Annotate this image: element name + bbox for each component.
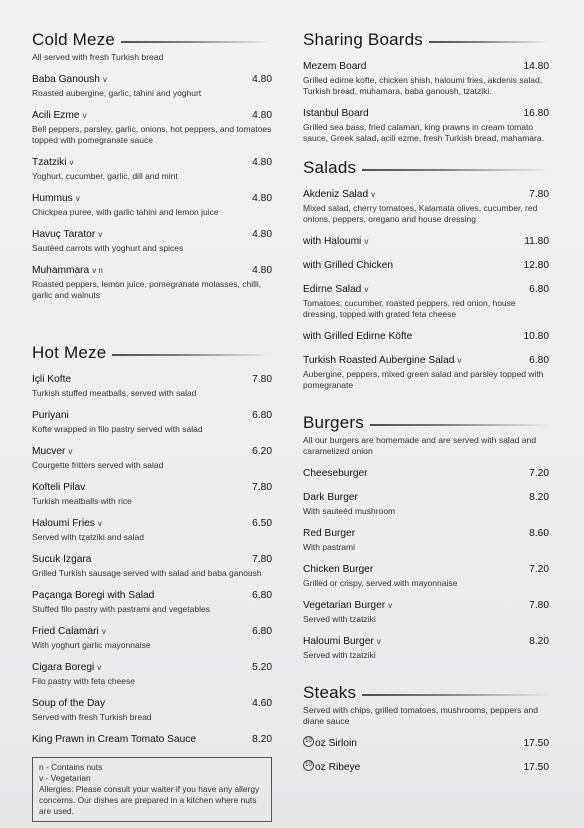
menu-item <box>303 56 549 97</box>
menu-item-row <box>303 595 549 613</box>
menu-item-row <box>303 103 549 121</box>
cold-meze-section <box>32 30 272 301</box>
menu-item-description: Roasted aubergine, garlic, tahini and yoghurt <box>32 88 202 98</box>
menu-item-description: Kofte wrapped in filo pastry served with salad <box>32 424 203 434</box>
menu-item-title <box>303 595 392 613</box>
menu-item-row <box>32 105 272 123</box>
menu-item-price: 10.80 <box>523 331 549 342</box>
menu-item-price: 5.20 <box>252 662 272 673</box>
menu-item-description: With yoghurt garlic mayonnaise <box>32 640 151 650</box>
menu-item-name: Tzatziki <box>32 157 67 168</box>
menu-item <box>32 621 272 651</box>
menu-item-description: Served with tzatziki and salad <box>32 532 144 542</box>
menu-item <box>32 513 272 543</box>
menu-item-name: King Prawn in Cream Tomato Sauce <box>32 734 197 745</box>
section-rule <box>112 354 272 356</box>
menu-item-description: With pastrami <box>303 542 355 552</box>
menu-item-price: 16.80 <box>523 108 549 119</box>
menu-item-row <box>32 188 272 206</box>
menu-item-title <box>32 549 91 567</box>
menu-item-description: Served with tzatziki <box>303 614 376 624</box>
section-rule <box>429 41 549 43</box>
menu-item-title <box>32 405 69 423</box>
menu-item-row <box>32 441 272 459</box>
steak-weight-icon: 10 <box>303 736 314 747</box>
menu-item-description: Chickpea puree, with garlic tahini and lemon juice <box>32 207 219 217</box>
menu-item-name: Sucuk Izgara <box>32 554 92 565</box>
burgers-section <box>303 413 549 661</box>
menu-item-price: 7.80 <box>529 189 549 200</box>
menu-item-name: Mucver <box>32 446 66 457</box>
menu-item-name: Cheeseburger <box>303 468 368 479</box>
menu-item <box>32 105 272 146</box>
menu-item-price: 7.20 <box>529 468 549 479</box>
menu-item-title <box>303 487 358 505</box>
menu-item-price: 7.20 <box>529 564 549 575</box>
menu-item-description: Bell peppers, parsley, garlic, onions, hot peppers, and tomatoes topped with pomegranate sauce <box>32 124 272 145</box>
menu-item-row <box>32 657 272 675</box>
menu-item <box>303 559 549 589</box>
menu-item-row <box>32 69 272 87</box>
menu-item-title <box>32 513 102 531</box>
salads-list <box>303 184 549 391</box>
menu-item-price: 8.20 <box>252 734 272 745</box>
section-header <box>32 343 272 363</box>
menu-item-price: 7.80 <box>252 482 272 493</box>
menu-item-name: with Haloumi <box>303 236 362 247</box>
menu-item-title <box>303 523 355 541</box>
menu-item <box>32 729 272 747</box>
menu-item-title <box>303 631 381 649</box>
menu-item-description: Sautéed carrots with yoghurt and spices <box>32 243 184 253</box>
hot-meze-list <box>32 369 272 747</box>
steaks-section <box>303 683 549 775</box>
menu-item-row <box>303 523 549 541</box>
menu-item-price: 14.80 <box>523 61 549 72</box>
menu-item-row <box>303 326 549 344</box>
menu-item-name: Baba Ganoush <box>32 74 100 85</box>
cold-meze-list <box>32 69 272 301</box>
menu-item-name: Istanbul Board <box>303 108 369 119</box>
menu-item-name: Red Burger <box>303 528 356 539</box>
menu-item-price: 4.80 <box>252 229 272 240</box>
menu-item-row <box>303 463 549 481</box>
menu-item-description: Filo pastry with feta cheese <box>32 676 135 686</box>
menu-item-price: 7.80 <box>529 600 549 611</box>
menu-item-row <box>303 279 549 297</box>
menu-item <box>303 733 549 751</box>
menu-item-row <box>32 621 272 639</box>
menu-item-name: Edirne Salad <box>303 284 362 295</box>
menu-item-row <box>32 729 272 747</box>
menu-item-price: 7.80 <box>252 554 272 565</box>
menu-item-title <box>303 326 412 344</box>
menu-item-title <box>32 621 106 639</box>
menu-item-description: Roasted peppers, lemon juice, pomegranate molasses, chilli, garlic and walnuts <box>32 279 262 300</box>
menu-item-title <box>303 559 373 577</box>
section-rule <box>370 424 549 426</box>
menu-item-title <box>32 477 85 495</box>
section-rule <box>121 41 272 43</box>
menu-item-title <box>32 152 74 170</box>
menu-item-title <box>32 657 101 675</box>
menu-item-title <box>32 105 87 123</box>
menu-item-price: 7.80 <box>252 374 272 385</box>
left-column <box>32 30 272 822</box>
menu-item-row <box>303 559 549 577</box>
menu-item-price: 8.20 <box>529 636 549 647</box>
menu-item-price: 8.20 <box>529 492 549 503</box>
dietary-flag: v <box>97 663 102 672</box>
menu-item <box>303 463 549 481</box>
menu-item-title <box>32 441 72 459</box>
menu-item-price: 4.80 <box>252 157 272 168</box>
menu-item-row <box>303 56 549 74</box>
menu-item-row <box>32 152 272 170</box>
menu-item-title <box>303 757 360 775</box>
menu-item <box>32 152 272 182</box>
menu-item-name: Haloumi Burger <box>303 636 374 647</box>
dietary-flag: v <box>101 627 106 636</box>
menu-item-title <box>32 260 103 278</box>
menu-item-price: 6.80 <box>252 626 272 637</box>
menu-item <box>303 350 549 391</box>
menu-item-row <box>32 369 272 387</box>
legend-box <box>32 757 272 822</box>
menu-item-description: Turkish stuffed meatballs, served with salad <box>32 388 197 398</box>
menu-item-row <box>303 255 549 273</box>
menu-item-price: 6.80 <box>252 410 272 421</box>
section-rule <box>362 694 549 696</box>
menu-item-title <box>32 69 107 87</box>
menu-item-row <box>32 513 272 531</box>
menu-item-description: Turkish meatballs with rice <box>32 496 132 506</box>
menu-item-price: 4.80 <box>252 110 272 121</box>
menu-item-name: Içli Kofte <box>32 374 72 385</box>
menu-item-price: 6.80 <box>529 355 549 366</box>
menu-item-row <box>32 693 272 711</box>
dietary-flag: v <box>82 111 87 120</box>
menu-item-row <box>32 224 272 242</box>
menu-item-name: Puriyani <box>32 410 69 421</box>
menu-item-description: Stuffed filo pastry with pastrami and vegetables <box>32 604 210 614</box>
dietary-flag: v <box>457 356 462 365</box>
menu-item-name: Kofteli Pilav <box>32 482 86 493</box>
menu-item-price: 17.50 <box>523 762 549 773</box>
menu-item-title <box>303 56 366 74</box>
section-note: All served with fresh Turkish bread <box>32 52 164 62</box>
menu-item-price: 6.80 <box>529 284 549 295</box>
menu-item <box>32 188 272 218</box>
legend-vegetarian: v - Vegetarian <box>39 773 91 783</box>
menu-item-name: Havuç Tarator <box>32 229 96 240</box>
menu-item-name: Vegetarian Burger <box>303 600 386 611</box>
menu-item-name: Chicken Burger <box>303 564 374 575</box>
section-rule <box>362 169 549 171</box>
menu-item-row <box>32 260 272 278</box>
section-title: Hot Meze <box>32 343 107 362</box>
menu-item-title <box>303 103 369 121</box>
dietary-flag: v <box>102 75 107 84</box>
menu-item-price: 11.80 <box>524 236 549 247</box>
dietary-flag: v n <box>92 266 103 275</box>
menu-item <box>32 260 272 301</box>
menu-item <box>303 184 549 225</box>
menu-item-description: Served with tzatziki <box>303 650 376 660</box>
menu-item-price: 4.60 <box>252 698 272 709</box>
section-title: Burgers <box>303 413 364 432</box>
menu-item-name: with Grilled Chicken <box>303 260 394 271</box>
menu-item-title <box>303 350 461 368</box>
dietary-flag: v <box>371 190 376 199</box>
menu-item-price: 4.80 <box>252 265 272 276</box>
menu-item-name: oz Sirloin <box>315 738 357 749</box>
menu-item-name: Dark Burger <box>303 492 358 503</box>
menu-item <box>303 231 549 249</box>
menu-item-name: Muhammara <box>32 265 90 276</box>
menu-item-description: Grilled edirne kofte, chicken shish, haloumi fries, akdenis salad, Turkish bread, muhamara, baba ganoush, tzatziki. <box>303 75 543 96</box>
sharing-boards-list <box>303 56 549 144</box>
menu-item-name: Turkish Roasted Aubergine Salad <box>303 355 455 366</box>
menu-item-description: Grilled sea bass, fried calamari, king prawns in cream tomato sauce, Greek salad, acili ezme, fresh Turkish bread, mahamara. <box>303 122 544 143</box>
menu-item <box>303 326 549 344</box>
menu-item-name: Soup of the Day <box>32 698 106 709</box>
hot-meze-section <box>32 343 272 747</box>
menu-item-name: Haloumi Fries <box>32 518 95 529</box>
menu-item-row <box>303 350 549 368</box>
menu-item-description: Grilled or crispy, served with mayonnaise <box>303 578 458 588</box>
menu-item-description: Mixed salad, cherry tomatoes, Kalamata olives, cucumber, red onions, peppers, oregano and house dressing <box>303 203 538 224</box>
menu-item-row <box>32 477 272 495</box>
dietary-flag: v <box>98 230 103 239</box>
menu-item-title <box>303 463 368 481</box>
menu-item-row <box>303 231 549 249</box>
dietary-flag: v <box>364 237 369 246</box>
menu-item-title <box>303 255 393 273</box>
section-header <box>303 413 549 433</box>
legend-nuts: n - Contains nuts <box>39 762 103 772</box>
menu-item-row <box>32 405 272 423</box>
menu-item-name: Mezem Board <box>303 61 367 72</box>
menu-item <box>32 477 272 507</box>
menu-item <box>32 369 272 399</box>
menu-item-price: 12.80 <box>523 260 549 271</box>
section-title: Steaks <box>303 683 357 702</box>
dietary-flag: v <box>364 285 369 294</box>
menu-item <box>32 657 272 687</box>
right-column <box>303 30 549 775</box>
menu-item <box>32 69 272 99</box>
menu-item-row <box>303 757 549 775</box>
menu-item <box>32 441 272 471</box>
menu-item <box>303 523 549 553</box>
menu-item-row <box>32 549 272 567</box>
menu-item <box>32 585 272 615</box>
sharing-boards-section <box>303 30 549 144</box>
menu-item-title <box>303 231 368 249</box>
menu-item-title <box>32 224 102 242</box>
menu-item-title <box>32 729 196 747</box>
menu-item-description: Aubergine, peppers, mixed green salad and parsley topped with pomegranate <box>303 369 544 390</box>
menu-item-name: Cigara Boregi <box>32 662 95 673</box>
menu-item-description: Courgette fritters served with salad <box>32 460 164 470</box>
section-note: All our burgers are homemade and are served with salad and caramelized onion <box>303 435 537 456</box>
menu-item-price: 6.50 <box>252 518 272 529</box>
menu-item-title <box>32 585 154 603</box>
menu-item <box>303 255 549 273</box>
dietary-flag: v <box>388 601 393 610</box>
menu-item-description: With sauteéd mushroom <box>303 506 396 516</box>
section-header <box>32 30 272 50</box>
menu-item-title <box>303 184 375 202</box>
menu-item-price: 6.20 <box>252 446 272 457</box>
menu-item-price: 8.60 <box>529 528 549 539</box>
menu-item-name: oz Ribeye <box>315 762 361 773</box>
section-note: Served with chips, grilled tomatoes, mushrooms, peppers and diane sauce <box>303 705 539 726</box>
menu-item-title <box>32 693 105 711</box>
menu-item-description: Served with fresh Turkish bread <box>32 712 152 722</box>
menu-item-price: 6.80 <box>252 590 272 601</box>
menu-item-name: Acili Ezme <box>32 110 80 121</box>
menu-item <box>32 405 272 435</box>
dietary-flag: v <box>97 519 102 528</box>
menu-item <box>32 693 272 723</box>
menu-item-name: with Grilled Edirne Köfte <box>303 331 413 342</box>
menu-item-description: Grilled Turkish sausage served with salad and baba ganoush <box>32 568 262 578</box>
section-title: Salads <box>303 158 357 177</box>
menu-item <box>32 224 272 254</box>
dietary-flag: v <box>68 447 73 456</box>
menu-item-description: Yoghurt, cucumber, garlic, dill and mint <box>32 171 178 181</box>
menu-item-name: Akdeniz Salad <box>303 189 369 200</box>
section-header <box>303 158 549 178</box>
steaks-list <box>303 733 549 775</box>
legend-allergy: Allergies: Please consult your waiter if you have any allergy concerns. Our dishes are prepared in a kitchen where nuts are used. <box>39 784 260 816</box>
dietary-flag: v <box>69 158 74 167</box>
section-title: Sharing Boards <box>303 30 423 49</box>
section-title: Cold Meze <box>32 30 116 49</box>
section-header <box>303 30 549 50</box>
menu-item <box>303 103 549 144</box>
menu-item-name: Fried Calamari <box>32 626 99 637</box>
menu-item <box>303 279 549 320</box>
salads-section <box>303 158 549 391</box>
menu-item-row <box>303 733 549 751</box>
section-header <box>303 683 549 703</box>
menu-item-price: 4.80 <box>252 74 272 85</box>
menu-item-name: Paçanga Boregi with Salad <box>32 590 155 601</box>
menu-item-description: Tomatoes, cucumber, roasted peppers, red onion, house dressing, topped with grated feta cheese <box>303 298 516 319</box>
menu-item-row <box>303 487 549 505</box>
menu-item-title <box>32 188 80 206</box>
burgers-list <box>303 463 549 661</box>
dietary-flag: v <box>75 194 80 203</box>
menu-item-row <box>32 585 272 603</box>
menu-item-price: 17.50 <box>523 738 549 749</box>
steak-weight-icon: 10 <box>303 760 314 771</box>
menu-item-name: Hummus <box>32 193 73 204</box>
dietary-flag: v <box>376 637 381 646</box>
menu-item-row <box>303 631 549 649</box>
menu-item <box>303 487 549 517</box>
menu-item <box>303 757 549 775</box>
menu-item-title <box>32 369 71 387</box>
menu-item-price: 4.80 <box>252 193 272 204</box>
menu-item-row <box>303 184 549 202</box>
menu-item <box>32 549 272 579</box>
menu-item-title <box>303 279 368 297</box>
menu-item <box>303 631 549 661</box>
menu-item <box>303 595 549 625</box>
menu-item-title <box>303 733 357 751</box>
